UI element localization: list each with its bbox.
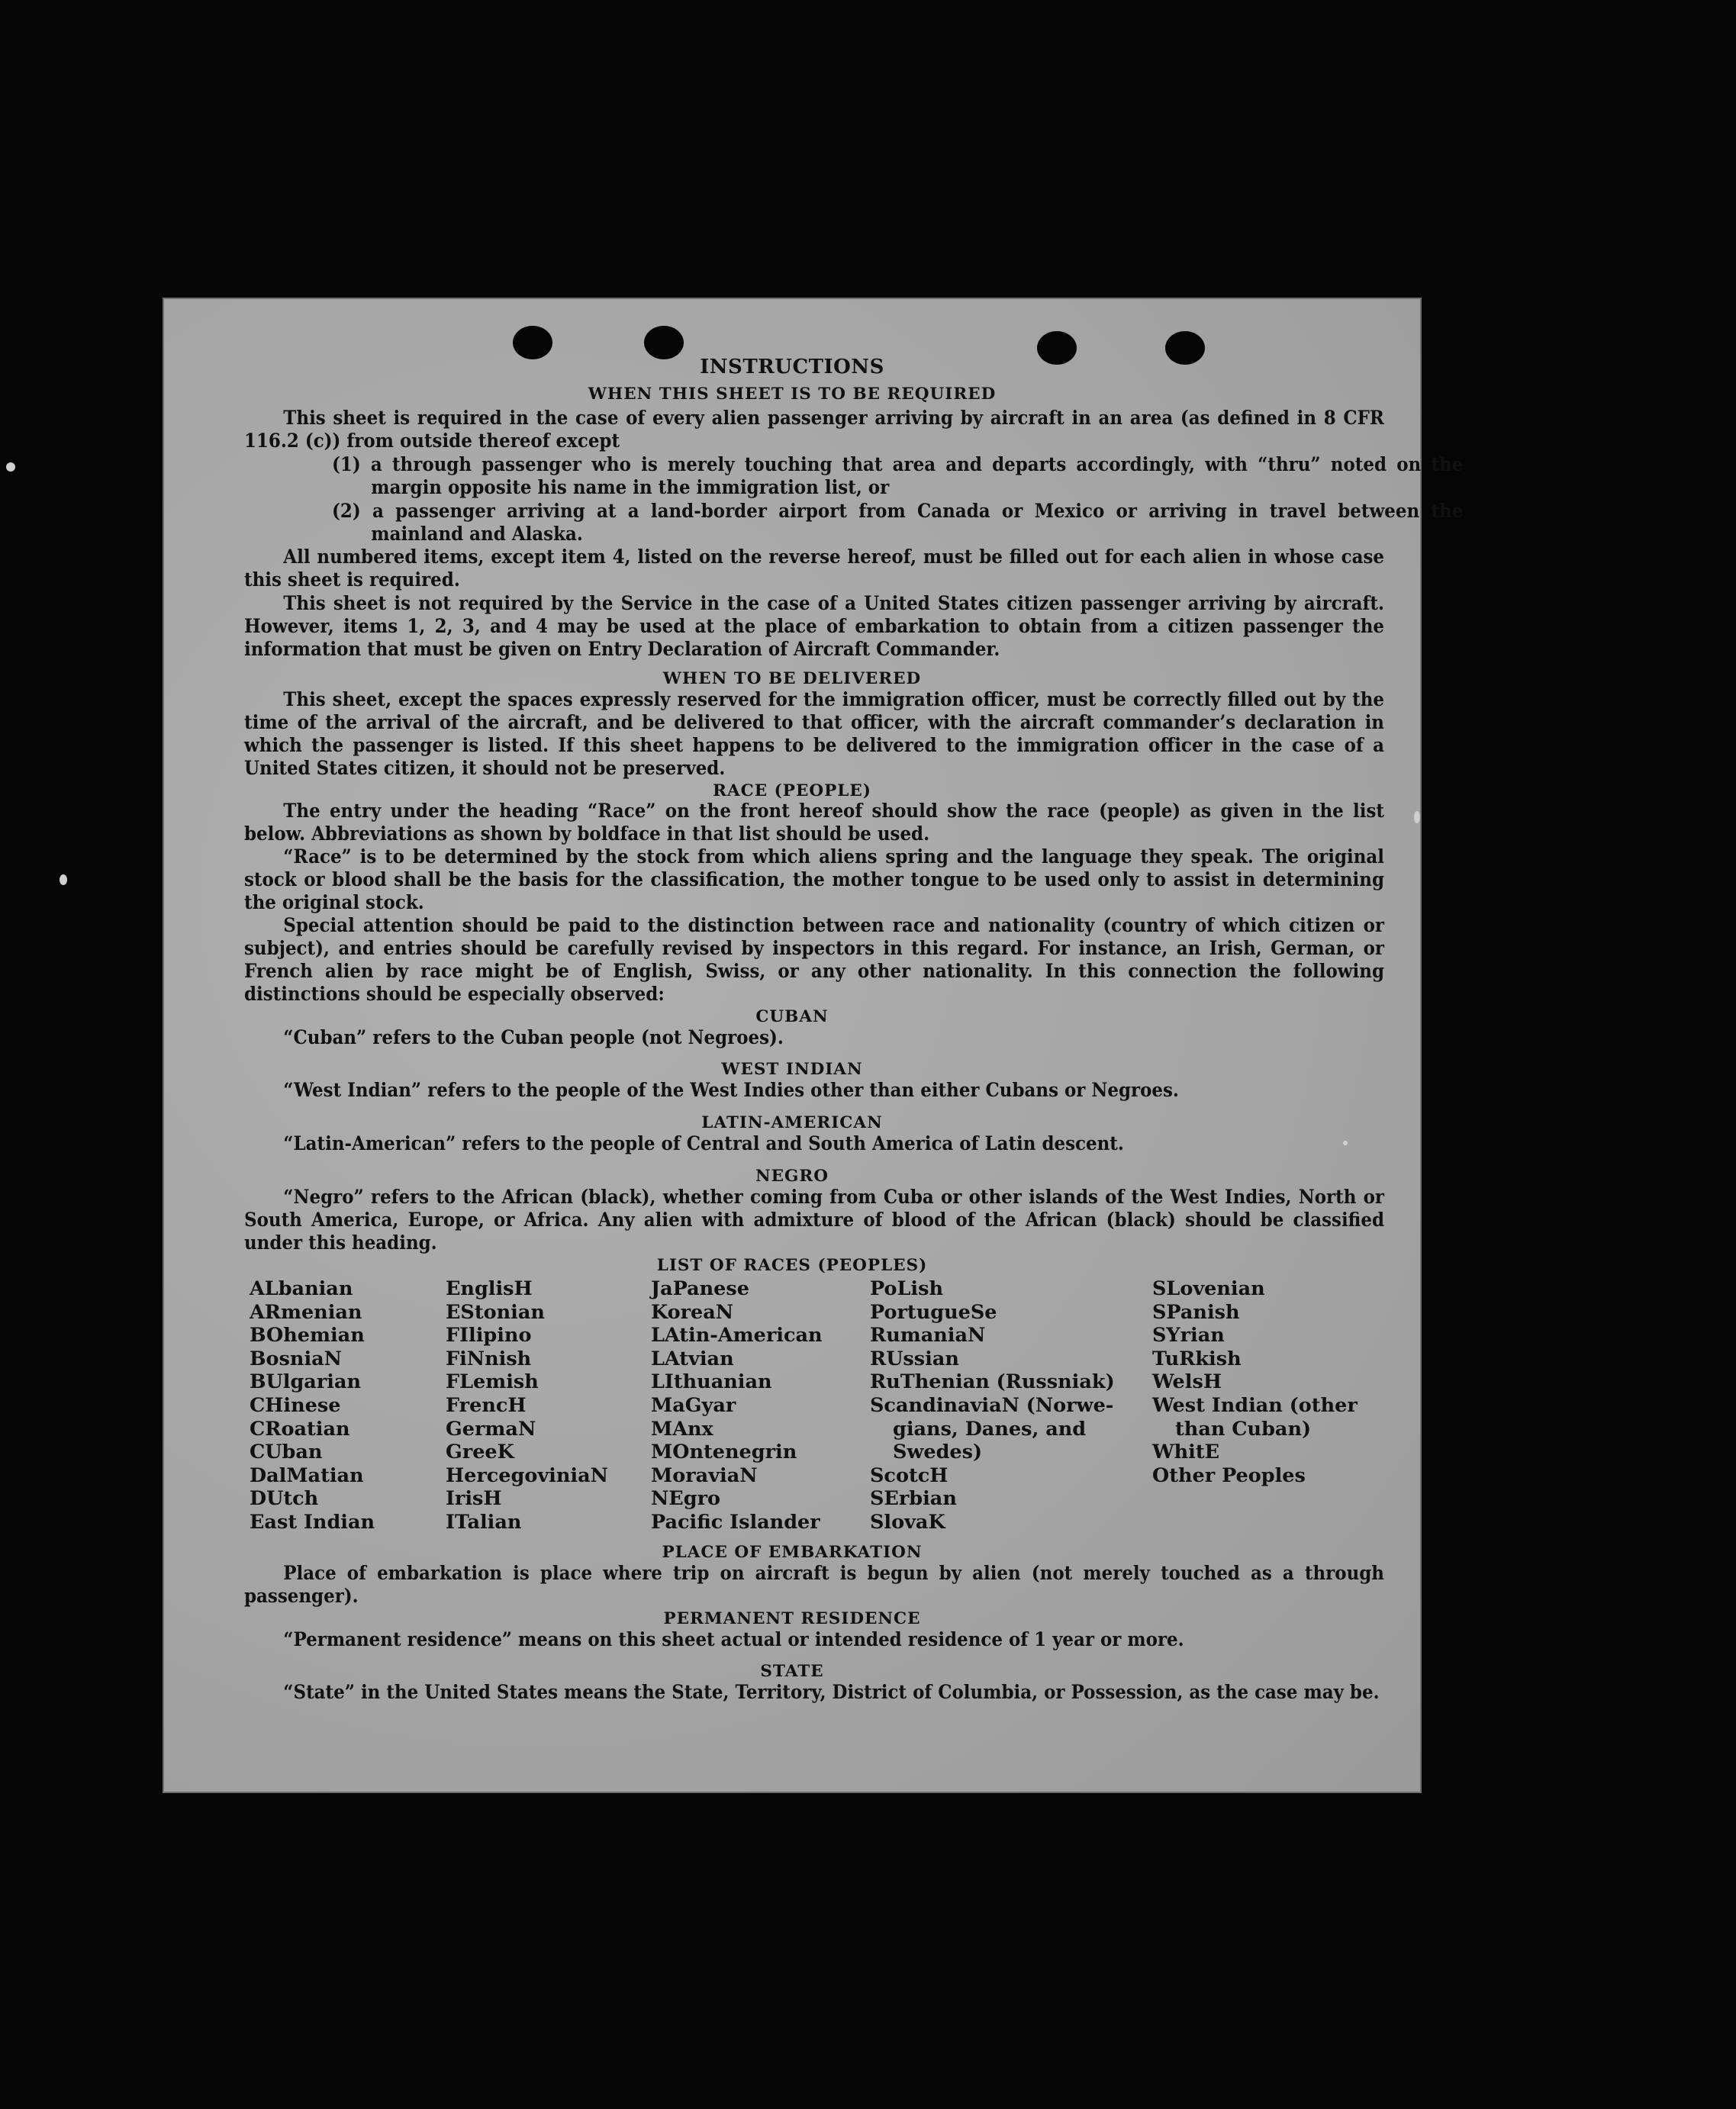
scan-speck: [1414, 811, 1420, 823]
paragraph: This sheet, except the spaces expressly reserved for the immigration officer, must be correctly filled out by the time of the arrival of the aircraft, and be delivered to that officer, with the aircraft commander’s declaration in which the passenger is listed. If this sheet happens to be delivered to the immigration officer in the case of a United States citizen, it should not be preserved.: [244, 688, 1384, 780]
heading-cuban: CUBAN: [755, 1007, 829, 1026]
document-body: [163, 298, 1464, 1793]
list-item: MoraviaN: [651, 1463, 758, 1487]
list-item: (2) a passenger arriving at a land-border airport from Canada or Mexico or arriving in travel between the mainland and Alaska.: [332, 500, 1464, 546]
list-item: WhitE: [1152, 1441, 1220, 1464]
paragraph: The entry under the heading “Race” on the front hereof should show the race (people) as given in the list below. Abbreviations as shown by boldface in that list should be used.: [244, 800, 1384, 845]
list-item: NEgro: [651, 1487, 721, 1511]
heading-when-required: WHEN THIS SHEET IS TO BE REQUIRED: [588, 385, 997, 404]
heading-permanent-residence: PERMANENT RESIDENCE: [663, 1609, 921, 1628]
races-column: [651, 1277, 823, 1534]
heading-state: STATE: [760, 1662, 824, 1681]
list-item: Pacific Islander: [651, 1510, 820, 1534]
races-list: [163, 1277, 1422, 1552]
list-item: RuThenian (Russniak): [870, 1370, 1115, 1394]
list-item: FrencH: [446, 1393, 527, 1417]
paragraph: “Negro” refers to the African (black), whether coming from Cuba or other islands of the West Indies, North or South America, Europe, or Africa. Any alien with admixture of blood of the African (black) should be classified under this heading.: [244, 1186, 1384, 1254]
heading-west-indian: WEST INDIAN: [721, 1060, 863, 1079]
paragraph: “Cuban” refers to the Cuban people (not Negroes).: [283, 1026, 784, 1049]
list-item: DalMatian: [250, 1463, 364, 1487]
list-item: ALbanian: [250, 1277, 353, 1300]
list-item: ARmenian: [250, 1300, 362, 1324]
races-column: [870, 1277, 1115, 1534]
page-title: INSTRUCTIONS: [700, 356, 884, 378]
scan-speck: [60, 874, 67, 885]
heading-latin-american: LATIN-AMERICAN: [701, 1113, 883, 1132]
list-item: SlovaK: [870, 1510, 945, 1534]
list-item: PoLish: [870, 1277, 944, 1300]
races-column: [1152, 1277, 1358, 1487]
list-item: MOntenegrin: [651, 1441, 797, 1464]
list-item: LAtin-American: [651, 1324, 823, 1348]
list-item: PortugueSe: [870, 1300, 997, 1324]
list-item: CRoatian: [250, 1417, 350, 1441]
list-item: TuRkish: [1152, 1347, 1242, 1370]
list-item: WelsH: [1152, 1370, 1222, 1394]
list-item: GermaN: [446, 1417, 536, 1441]
list-item: RUssian: [870, 1347, 959, 1370]
list-item: CHinese: [250, 1393, 341, 1417]
paragraph: “State” in the United States means the State, Territory, District of Columbia, or Possession, as the case may be.: [283, 1681, 1380, 1704]
list-item: HercegoviniaN: [446, 1463, 608, 1487]
paragraph: “Permanent residence” means on this sheet actual or intended residence of 1 year or more.: [283, 1628, 1184, 1651]
instruction-sheet: [163, 298, 1464, 1793]
races-column: [446, 1277, 608, 1534]
list-item: EStonian: [446, 1300, 545, 1324]
heading-when-delivered: WHEN TO BE DELIVERED: [662, 669, 922, 688]
list-item: RumaniaN: [870, 1324, 986, 1348]
list-item: FIlipino: [446, 1324, 532, 1348]
list-item: SYrian: [1152, 1324, 1225, 1348]
list-item: (1) a through passenger who is merely touching that area and departs accordingly, with “thru” noted on the margin opposite his name in the immigration list, or: [332, 453, 1464, 499]
heading-negro: NEGRO: [755, 1167, 829, 1186]
list-item: than Cuban): [1175, 1417, 1312, 1441]
list-item: GreeK: [446, 1441, 514, 1464]
scan-speck: [6, 462, 15, 472]
list-item: CUban: [250, 1441, 323, 1464]
list-item: JaPanese: [651, 1277, 749, 1300]
paragraph: This sheet is required in the case of every alien passenger arriving by aircraft in an area (as defined in 8 CFR 116.2 (c)) from outside thereof except: [244, 407, 1384, 452]
list-item: SLovenian: [1152, 1277, 1265, 1300]
paragraph: All numbered items, except item 4, listed on the reverse hereof, must be filled out for each alien in whose case this sheet is required.: [244, 546, 1384, 591]
list-item: LIthuanian: [651, 1370, 772, 1394]
list-item: East Indian: [250, 1510, 375, 1534]
list-item: MAnx: [651, 1417, 713, 1441]
paragraph: Special attention should be paid to the distinction between race and nationality (country of which citizen or subject), and entries should be carefully revised by inspectors in this regard. For instance, an Irish, German, or French alien by race might be of English, Swiss, or any other nationality. In this connection the following distinctions should be especially observed:: [244, 914, 1384, 1006]
list-item: BOhemian: [250, 1324, 365, 1348]
paragraph: Place of embarkation is place where trip on aircraft is begun by alien (not merely touched as a through passenger).: [244, 1562, 1384, 1608]
paragraph: “Latin-American” refers to the people of Central and South America of Latin descent.: [283, 1132, 1124, 1155]
races-column: [250, 1277, 375, 1534]
list-item: BosniaN: [250, 1347, 342, 1370]
list-item: KoreaN: [651, 1300, 734, 1324]
list-item: BUlgarian: [250, 1370, 362, 1394]
paragraph: “Race” is to be determined by the stock from which aliens spring and the language they speak. The original stock or blood shall be the basis for the classification, the mother tongue to be used only to assist in determining the original stock.: [244, 845, 1384, 914]
list-item: ScandinaviaN (Norwe-: [870, 1393, 1114, 1417]
list-item: FLemish: [446, 1370, 539, 1394]
list-item: DUtch: [250, 1487, 319, 1511]
heading-race: RACE (PEOPLE): [713, 781, 871, 800]
list-item: EnglisH: [446, 1277, 533, 1300]
list-item: MaGyar: [651, 1393, 736, 1417]
list-item: ITalian: [446, 1510, 522, 1534]
list-item: Swedes): [893, 1441, 983, 1464]
heading-list-of-races: LIST OF RACES (PEOPLES): [656, 1256, 928, 1275]
list-item: SPanish: [1152, 1300, 1240, 1324]
list-item: LAtvian: [651, 1347, 734, 1370]
paragraph: This sheet is not required by the Service in the case of a United States citizen passenger arriving by aircraft. However, items 1, 2, 3, and 4 may be used at the place of embarkation to obtain from a citizen passenger the information that must be given on Entry Declaration of Aircraft Commander.: [244, 592, 1384, 661]
list-item: SErbian: [870, 1487, 957, 1511]
scan-speck: [1343, 1141, 1348, 1145]
list-item: Other Peoples: [1152, 1463, 1306, 1487]
list-item: gians, Danes, and: [893, 1417, 1087, 1441]
list-item: ScotcH: [870, 1463, 949, 1487]
list-item: FiNnish: [446, 1347, 532, 1370]
list-item: West Indian (other: [1152, 1393, 1358, 1417]
list-item: IrisH: [446, 1487, 502, 1511]
paragraph: “West Indian” refers to the people of the West Indies other than either Cubans or Negroes.: [283, 1079, 1179, 1102]
heading-place-of-embarkation: PLACE OF EMBARKATION: [662, 1543, 923, 1562]
